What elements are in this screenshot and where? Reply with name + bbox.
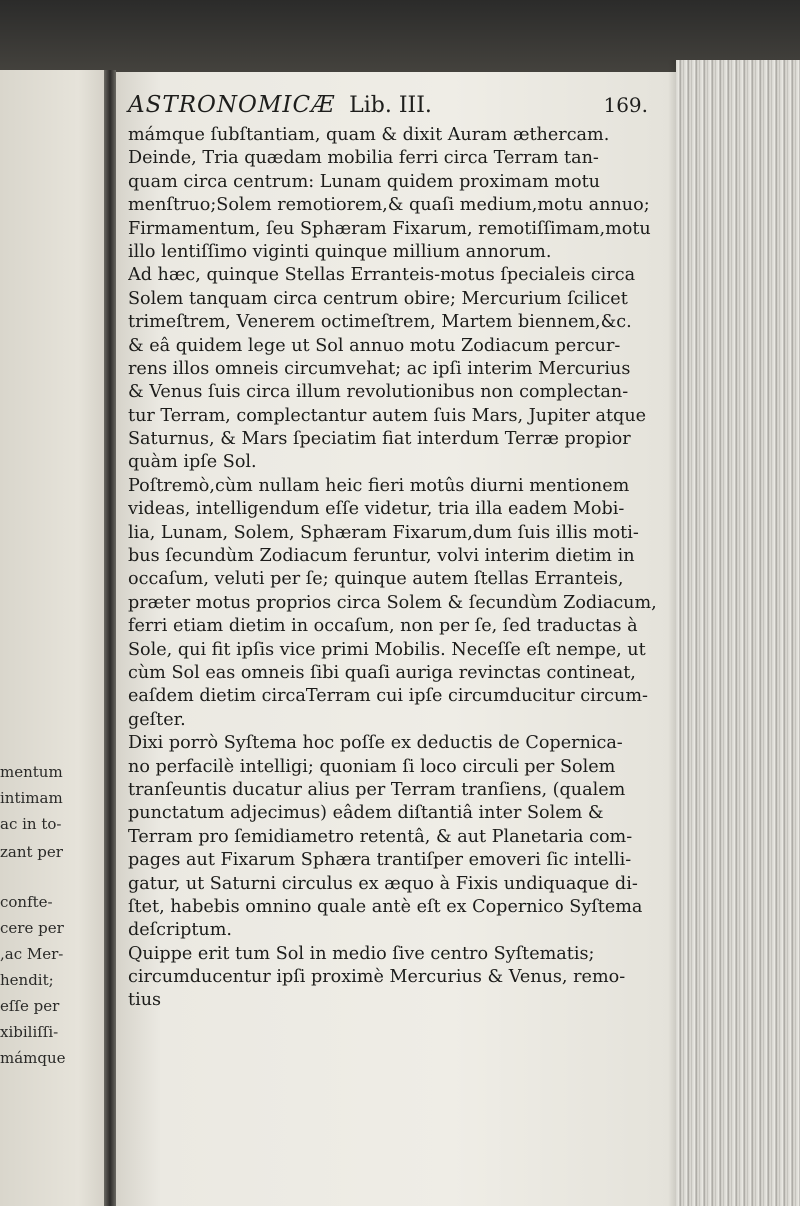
text-line: tius — [128, 990, 162, 1011]
left-fragment: mámque — [0, 1049, 66, 1067]
book-reference: Lib. III. — [349, 93, 432, 118]
left-fragment: eſſe per — [0, 997, 60, 1015]
text-line: ferri etiam dietim in occaſum, non per ſe, ſed traductas à — [128, 616, 638, 637]
left-fragment: zant per — [0, 843, 63, 861]
text-line: menſtruo;Solem remotiorem,& quaſi medium,motu annuo; — [128, 195, 650, 216]
text-line: lia, Lunam, Solem, Sphæram Fixarum,dum ſuis illis moti- — [128, 522, 639, 543]
text-line: Deinde, Tria quædam mobilia ferri circa Terram tan- — [128, 148, 599, 169]
text-line: illo lentiſſimo viginti quinque millium annorum. — [128, 241, 552, 262]
page-header — [128, 92, 648, 126]
text-line: ſtet, habebis omnino quale antè eſt ex Copernico Syſtema — [128, 896, 643, 917]
text-line: punctatum adjecimus) eâdem diſtantiâ inter Solem & — [128, 803, 604, 824]
left-fragment: ac in to- — [0, 815, 62, 833]
text-line: quàm ipſe Sol. — [128, 452, 257, 473]
text-line: geſter. — [128, 709, 186, 730]
left-fragment: hendit; — [0, 971, 54, 989]
left-fragment: confte- — [0, 893, 53, 911]
book-gutter — [104, 70, 116, 1206]
left-fragment: ,ac Mer- — [0, 945, 64, 963]
text-line: Solem tanquam circa centrum obire; Mercurium ſcilicet — [128, 288, 628, 309]
text-line: bus ſecundùm Zodiacum feruntur, volvi interim dietim in — [128, 546, 635, 567]
text-line: Quippe erit tum Sol in medio ſive centro Syſtematis; — [128, 943, 595, 964]
text-line: tranſeuntis ducatur alius per Terram tranſiens, (qualem — [128, 779, 626, 800]
text-line: occaſum, veluti per ſe; quinque autem ſtellas Erranteis, — [128, 569, 624, 590]
right-page-stack — [676, 60, 800, 1206]
text-line: Firmamentum, ſeu Sphæram Fixarum, remotiſſimam,motu — [128, 218, 651, 239]
text-line: deſcriptum. — [128, 920, 233, 941]
text-line: gatur, ut Saturni circulus ex æquo à Fixis undiquaque di- — [128, 873, 638, 894]
text-line: tur Terram, complectantur autem ſuis Mars, Jupiter atque — [128, 405, 647, 426]
body-text — [128, 124, 676, 1013]
text-line: & Venus ſuis circa illum revolutionibus non complectan- — [128, 382, 629, 403]
text-line: Saturnus, & Mars ſpeciatim fiat interdum Terræ propior — [128, 429, 631, 450]
text-line: quam circa centrum: Lunam quidem proximam motu — [128, 171, 601, 192]
text-line: eaſdem dietim circaTerram cui ipſe circumducitur circum- — [128, 686, 648, 707]
text-line: Poſtremò,cùm nullam heic fieri motûs diurni mentionem — [128, 475, 630, 496]
text-line: Dixi porrò Syſtema hoc poſſe ex deductis de Copernica- — [128, 733, 623, 754]
text-line: præter motus proprios circa Solem & ſecundùm Zodiacum, — [128, 592, 657, 613]
left-fragment: xibiliſſi- — [0, 1023, 59, 1041]
text-line: videas, intelligendum eſſe videtur, tria illa eadem Mobi- — [128, 499, 625, 520]
text-line: Sole, qui fit ipſis vice primi Mobilis. Neceſſe eſt nempe, ut — [128, 639, 646, 660]
text-line: Ad hæc, quinque Stellas Erranteis-motus ſpecialeis circa — [128, 265, 636, 286]
text-line: no perfacilè intelligi; quoniam ſi loco circuli per Solem — [128, 756, 616, 777]
text-line: Terram pro ſemidiametro retentâ, & aut Planetaria com- — [128, 826, 633, 847]
left-fragment: mentum — [0, 763, 63, 781]
text-line: mámque ſubſtantiam, quam & dixit Auram æthercam. — [128, 125, 610, 145]
text-line: pages aut Fixarum Sphæra trantiſper emoveri ſic intelli- — [128, 850, 632, 871]
left-fragment: cere per — [0, 919, 64, 937]
page-number: 169. — [603, 93, 648, 117]
text-line: & eâ quidem lege ut Sol annuo motu Zodiacum percur- — [128, 335, 621, 356]
text-line: cùm Sol eas omneis ſibi quaſi auriga revinctas contineat, — [128, 662, 636, 683]
left-fragment: intimam — [0, 789, 63, 807]
text-line: trimeſtrem, Venerem octimeſtrem, Martem biennem,&c. — [128, 312, 632, 333]
text-line: rens illos omneis circumvehat; ac ipſi interim Mercurius — [128, 358, 631, 379]
running-head: ASTRONOMICÆ — [128, 92, 336, 118]
text-line: circumducentur ipſi proximè Mercurius & Venus, remo- — [128, 967, 626, 988]
